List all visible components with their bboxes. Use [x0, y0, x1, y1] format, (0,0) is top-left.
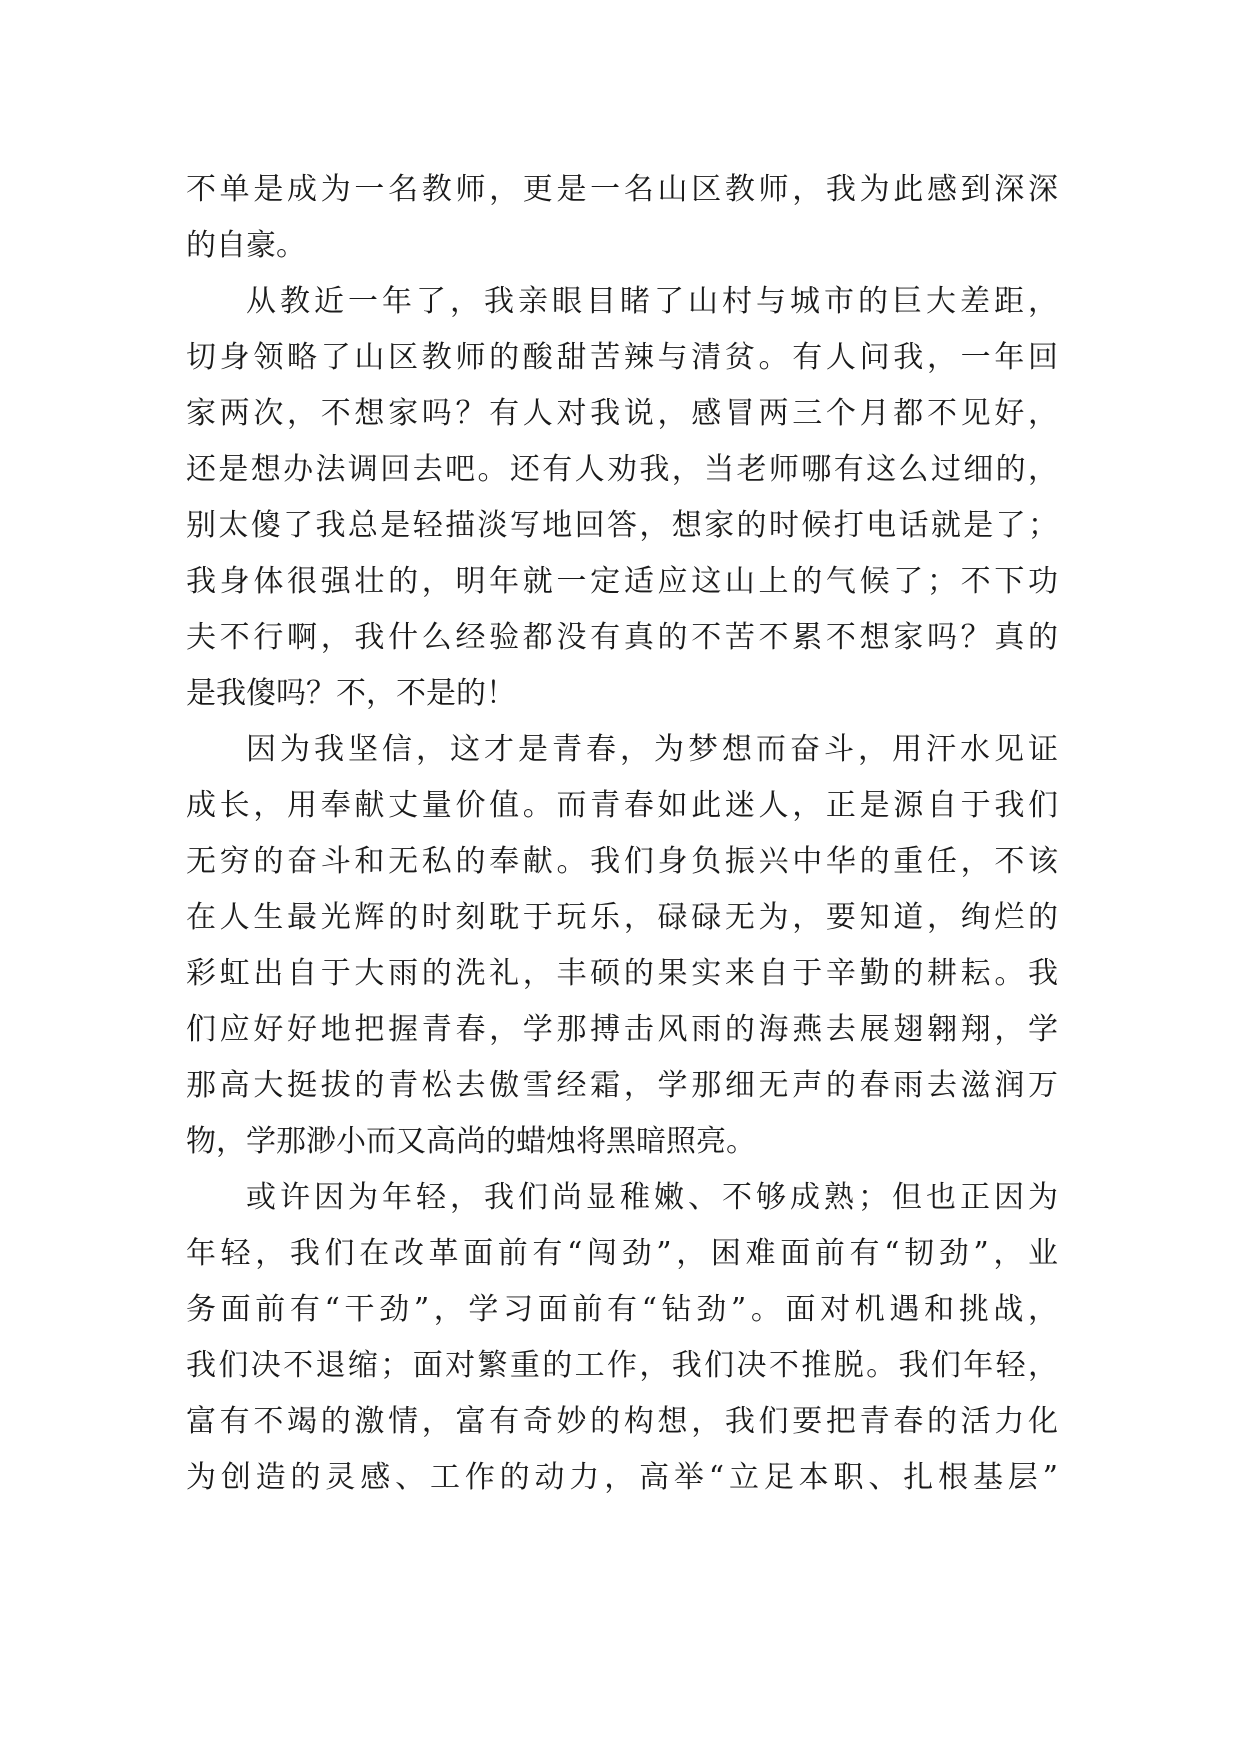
text-line: 的自豪。	[186, 228, 306, 263]
text-line: 还是想办法调回去吧。还有人劝我，当老师哪有这么过细的，	[186, 452, 1058, 487]
paragraph	[186, 722, 1058, 1170]
text-line: 为创造的灵感、工作的动力，高举“立足本职、扎根基层”	[186, 1460, 1058, 1495]
text-line: 家两次，不想家吗？有人对我说，感冒两三个月都不见好，	[186, 396, 1058, 431]
text-line: 年轻，我们在改革面前有“闯劲”，困难面前有“韧劲”，业	[186, 1236, 1058, 1271]
document-body	[186, 162, 1058, 1506]
text-line: 别太傻了我总是轻描淡写地回答，想家的时候打电话就是了；	[186, 508, 1058, 543]
text-line: 夫不行啊，我什么经验都没有真的不苦不累不想家吗？真的	[186, 620, 1058, 655]
text-line: 我身体很强壮的，明年就一定适应这山上的气候了；不下功	[186, 564, 1058, 599]
text-line: 务面前有“干劲”，学习面前有“钻劲”。面对机遇和挑战，	[186, 1292, 1058, 1327]
text-line: 不单是成为一名教师，更是一名山区教师，我为此感到深深	[186, 172, 1058, 207]
text-line: 富有不竭的激情，富有奇妙的构想，我们要把青春的活力化	[186, 1404, 1058, 1439]
paragraph	[186, 274, 1058, 722]
text-line: 那高大挺拔的青松去傲雪经霜，学那细无声的春雨去滋润万	[186, 1068, 1058, 1103]
text-line: 无穷的奋斗和无私的奉献。我们身负振兴中华的重任，不该	[186, 844, 1058, 879]
text-line: 或许因为年轻，我们尚显稚嫩、不够成熟；但也正因为	[246, 1180, 1058, 1215]
text-line: 们应好好地把握青春，学那搏击风雨的海燕去展翅翱翔，学	[186, 1012, 1058, 1047]
text-line: 彩虹出自于大雨的洗礼，丰硕的果实来自于辛勤的耕耘。我	[186, 956, 1058, 991]
text-line: 我们决不退缩；面对繁重的工作，我们决不推脱。我们年轻，	[186, 1348, 1058, 1383]
paragraph	[186, 1170, 1058, 1506]
text-line: 因为我坚信，这才是青春，为梦想而奋斗，用汗水见证	[246, 732, 1058, 767]
paragraph	[186, 162, 1058, 274]
text-line: 切身领略了山区教师的酸甜苦辣与清贫。有人问我，一年回	[186, 340, 1058, 375]
text-line: 在人生最光辉的时刻耽于玩乐，碌碌无为，要知道，绚烂的	[186, 900, 1058, 935]
text-line: 成长，用奉献丈量价值。而青春如此迷人，正是源自于我们	[186, 788, 1058, 823]
text-line: 是我傻吗？不，不是的！	[186, 676, 516, 711]
text-line: 从教近一年了，我亲眼目睹了山村与城市的巨大差距，	[246, 284, 1058, 319]
text-line: 物，学那渺小而又高尚的蜡烛将黑暗照亮。	[186, 1124, 756, 1159]
